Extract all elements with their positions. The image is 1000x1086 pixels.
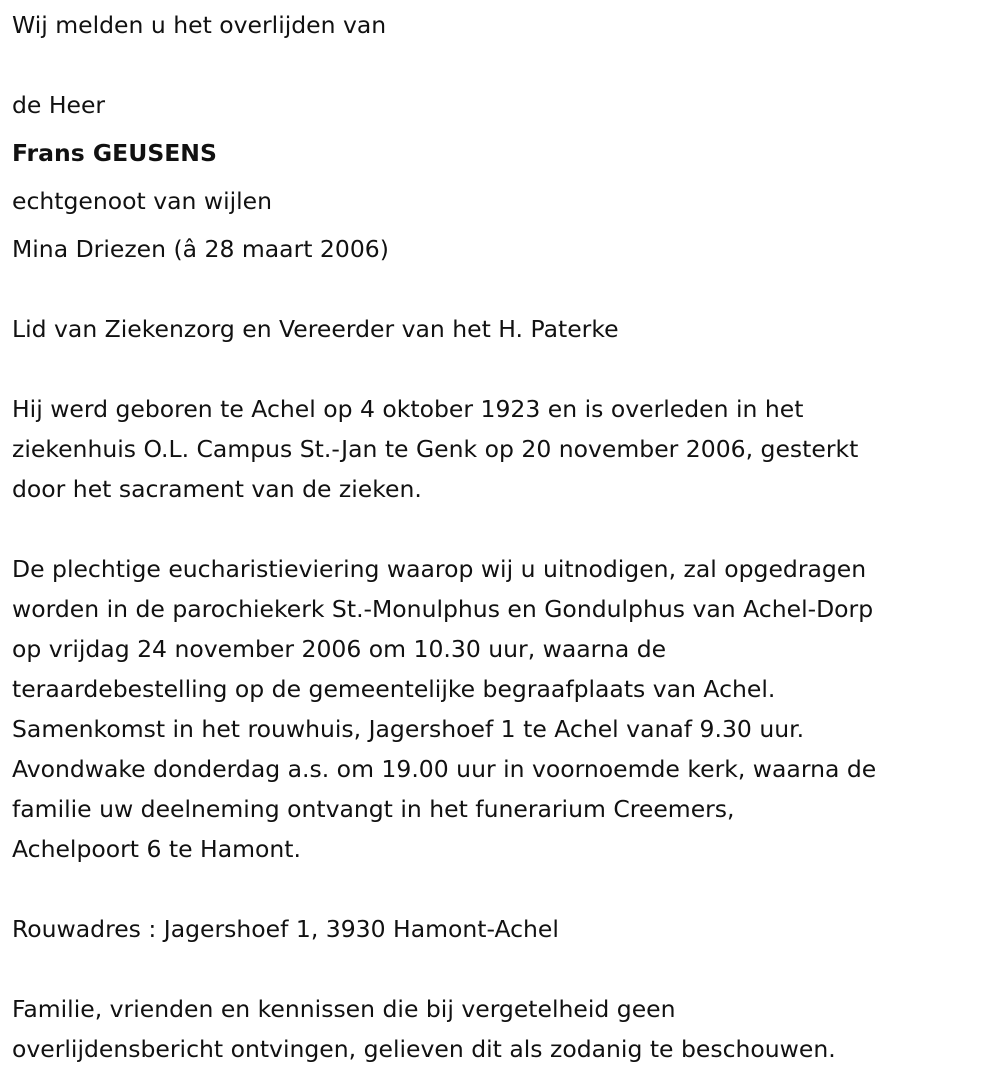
birth-death-paragraph <box>12 389 1000 509</box>
text-line: Familie, vrienden en kennissen die bij vergetelheid geen <box>12 995 676 1023</box>
text-line: overlijdensbericht ontvingen, gelieven dit als zodanig te beschouwen. <box>12 1035 836 1063</box>
ceremony-paragraph <box>12 549 1000 869</box>
honorific: de Heer <box>12 91 106 119</box>
deceased-name: Frans GEUSENS <box>12 139 217 167</box>
membership-text: Lid van Ziekenzorg en Vereerder van het H. Paterke <box>12 315 619 343</box>
text-line: familie uw deelneming ontvangt in het funerarium Creemers, <box>12 795 735 823</box>
spouse-text: Mina Driezen (â 28 maart 2006) <box>12 235 389 263</box>
intro-text: Wij melden u het overlijden van <box>12 11 387 39</box>
text-line: ziekenhuis O.L. Campus St.-Jan te Genk op 20 november 2006, gesterkt <box>12 435 859 463</box>
text-line: Avondwake donderdag a.s. om 19.00 uur in voornoemde kerk, waarna de <box>12 755 877 783</box>
relation-text: echtgenoot van wijlen <box>12 187 273 215</box>
text-line: Hij werd geboren te Achel op 4 oktober 1923 en is overleden in het <box>12 395 804 423</box>
text-line: op vrijdag 24 november 2006 om 10.30 uur, waarna de <box>12 635 667 663</box>
text-line: De plechtige eucharistieviering waarop wij u uitnodigen, zal opgedragen <box>12 555 867 583</box>
closing-paragraph <box>12 989 1000 1069</box>
membership-paragraph <box>12 309 1000 349</box>
text-line: Samenkomst in het rouwhuis, Jagershoef 1 te Achel vanaf 9.30 uur. <box>12 715 805 743</box>
intro-paragraph <box>12 5 1000 45</box>
address-text: Rouwadres : Jagershoef 1, 3930 Hamont-Achel <box>12 915 559 943</box>
address-paragraph <box>12 909 1000 949</box>
text-line: worden in de parochiekerk St.-Monulphus en Gondulphus van Achel-Dorp <box>12 595 874 623</box>
text-line: door het sacrament van de zieken. <box>12 475 422 503</box>
text-line: Achelpoort 6 te Hamont. <box>12 835 301 863</box>
name-block <box>12 85 1000 269</box>
text-line: teraardebestelling op de gemeentelijke begraafplaats van Achel. <box>12 675 776 703</box>
